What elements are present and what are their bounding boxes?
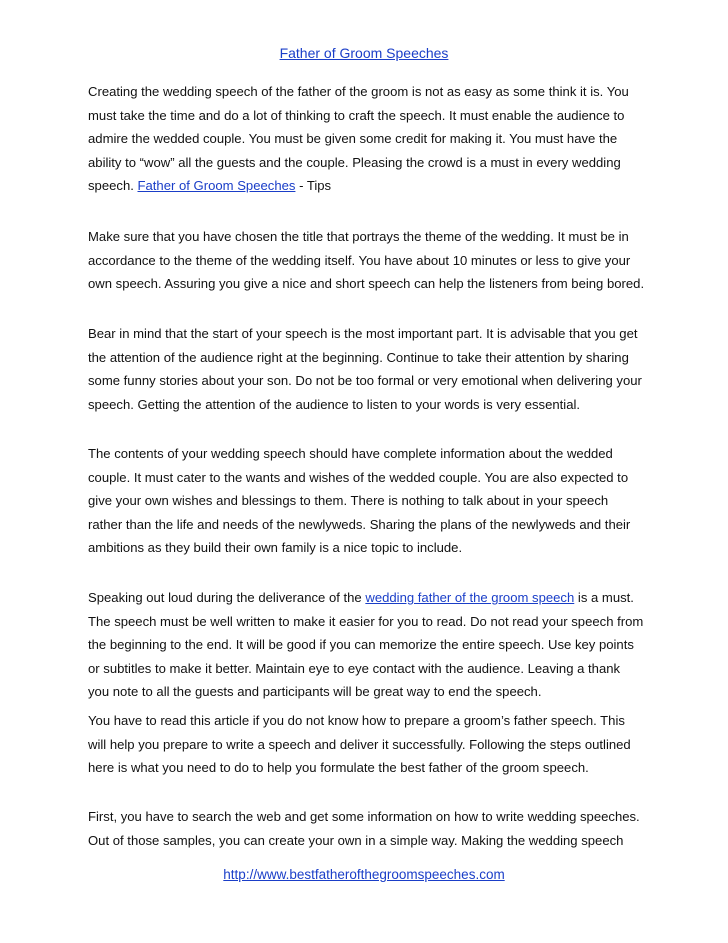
paragraph-line: speech. Getting the attention of the audience to listen to your words is very essential.	[88, 396, 581, 412]
paragraph-line: some funny stories about your son. Do not be too formal or very emotional when delivering your	[88, 373, 642, 389]
paragraph-line: give your own wishes and blessings to them. There is nothing to talk about in your speech	[88, 493, 609, 509]
text-after-link: is a must.	[574, 590, 634, 605]
text-after-link: - Tips	[295, 178, 332, 194]
paragraph-line: Out of those samples, you can create your own in a simple way. Making the wedding speech	[88, 832, 624, 848]
paragraph-line: The speech must be well written to make it easier for you to read. Do not read your speech from	[88, 613, 644, 629]
paragraph-line: ambitions as they build their own family is a nice topic to include.	[88, 540, 463, 556]
paragraph-line: You have to read this article if you do not know how to prepare a groom’s father speech. This	[88, 713, 625, 728]
footer-url-link[interactable]: http://www.bestfatherofthegroomspeeches.com	[223, 867, 505, 882]
paragraph-line: or subtitles to make it better. Maintain eye to eye contact with the audience. Leaving a thank	[88, 660, 621, 676]
paragraph-line: ability to “wow” all the guests and the couple. Pleasing the crowd is a must in every wedding	[88, 154, 621, 170]
paragraph-line: must take the time and do a lot of thinking to craft the speech. It must enable the audience to	[88, 107, 625, 123]
paragraph-line: The contents of your wedding speech should have complete information about the wedded	[88, 446, 613, 461]
paragraph-line: Make sure that you have chosen the title that portrays the theme of the wedding. It must be in	[88, 229, 629, 244]
paragraph-4	[88, 442, 653, 560]
paragraph-6	[88, 709, 653, 780]
paragraph-line: admire the wedded couple. You must be given some credit for making it. You must have the	[88, 131, 618, 147]
paragraph-line: Bear in mind that the start of your speech is the most important part. It is advisable that you get	[88, 326, 638, 341]
paragraph-line: Creating the wedding speech of the father of the groom is not as easy as some think it is. You	[88, 84, 629, 99]
paragraph-line: the attention of the audience right at the beginning. Continue to take their attention by sharing	[88, 349, 629, 365]
paragraph-5	[88, 586, 653, 704]
paragraph-3	[88, 322, 653, 416]
paragraph-line: the beginning to the end. It will be good if you can memorize the entire speech. Use key points	[88, 637, 634, 653]
paragraph-line: rather than the life and needs of the newlyweds. Sharing the plans of the newlyweds and their	[88, 516, 631, 532]
paragraph-line	[88, 586, 653, 610]
paragraph-line	[88, 174, 653, 198]
text-before-link: Speaking out loud during the deliverance of the	[88, 590, 366, 605]
page-footer	[0, 866, 728, 884]
text-before-link: speech.	[88, 178, 138, 194]
paragraph-line: here is what you need to do to help you formulate the best father of the groom speech.	[88, 760, 589, 776]
father-of-groom-speeches-link[interactable]: Father of Groom Speeches	[137, 178, 296, 194]
paragraph-line: couple. It must cater to the wants and wishes of the wedded couple. You are also expected to	[88, 469, 629, 485]
page-title: Father of Groom Speeches	[279, 45, 449, 61]
paragraph-line: accordance to the theme of the wedding itself. You have about 10 minutes or less to give your	[88, 252, 631, 268]
paragraph-1	[88, 80, 653, 198]
paragraph-line: will help you prepare to write a speech and deliver it successfully. Following the steps outlined	[88, 736, 631, 752]
paragraph-line: you note to all the guests and participants will be great way to end the speech.	[88, 684, 542, 700]
paragraph-line: First, you have to search the web and get some information on how to write wedding speeches.	[88, 809, 640, 824]
paragraph-2	[88, 225, 653, 296]
wedding-father-speech-link[interactable]: wedding father of the groom speech	[365, 590, 575, 605]
paragraph-7	[88, 805, 653, 852]
paragraph-line: own speech. Assuring you give a nice and short speech can help the listeners from being bored.	[88, 276, 645, 292]
